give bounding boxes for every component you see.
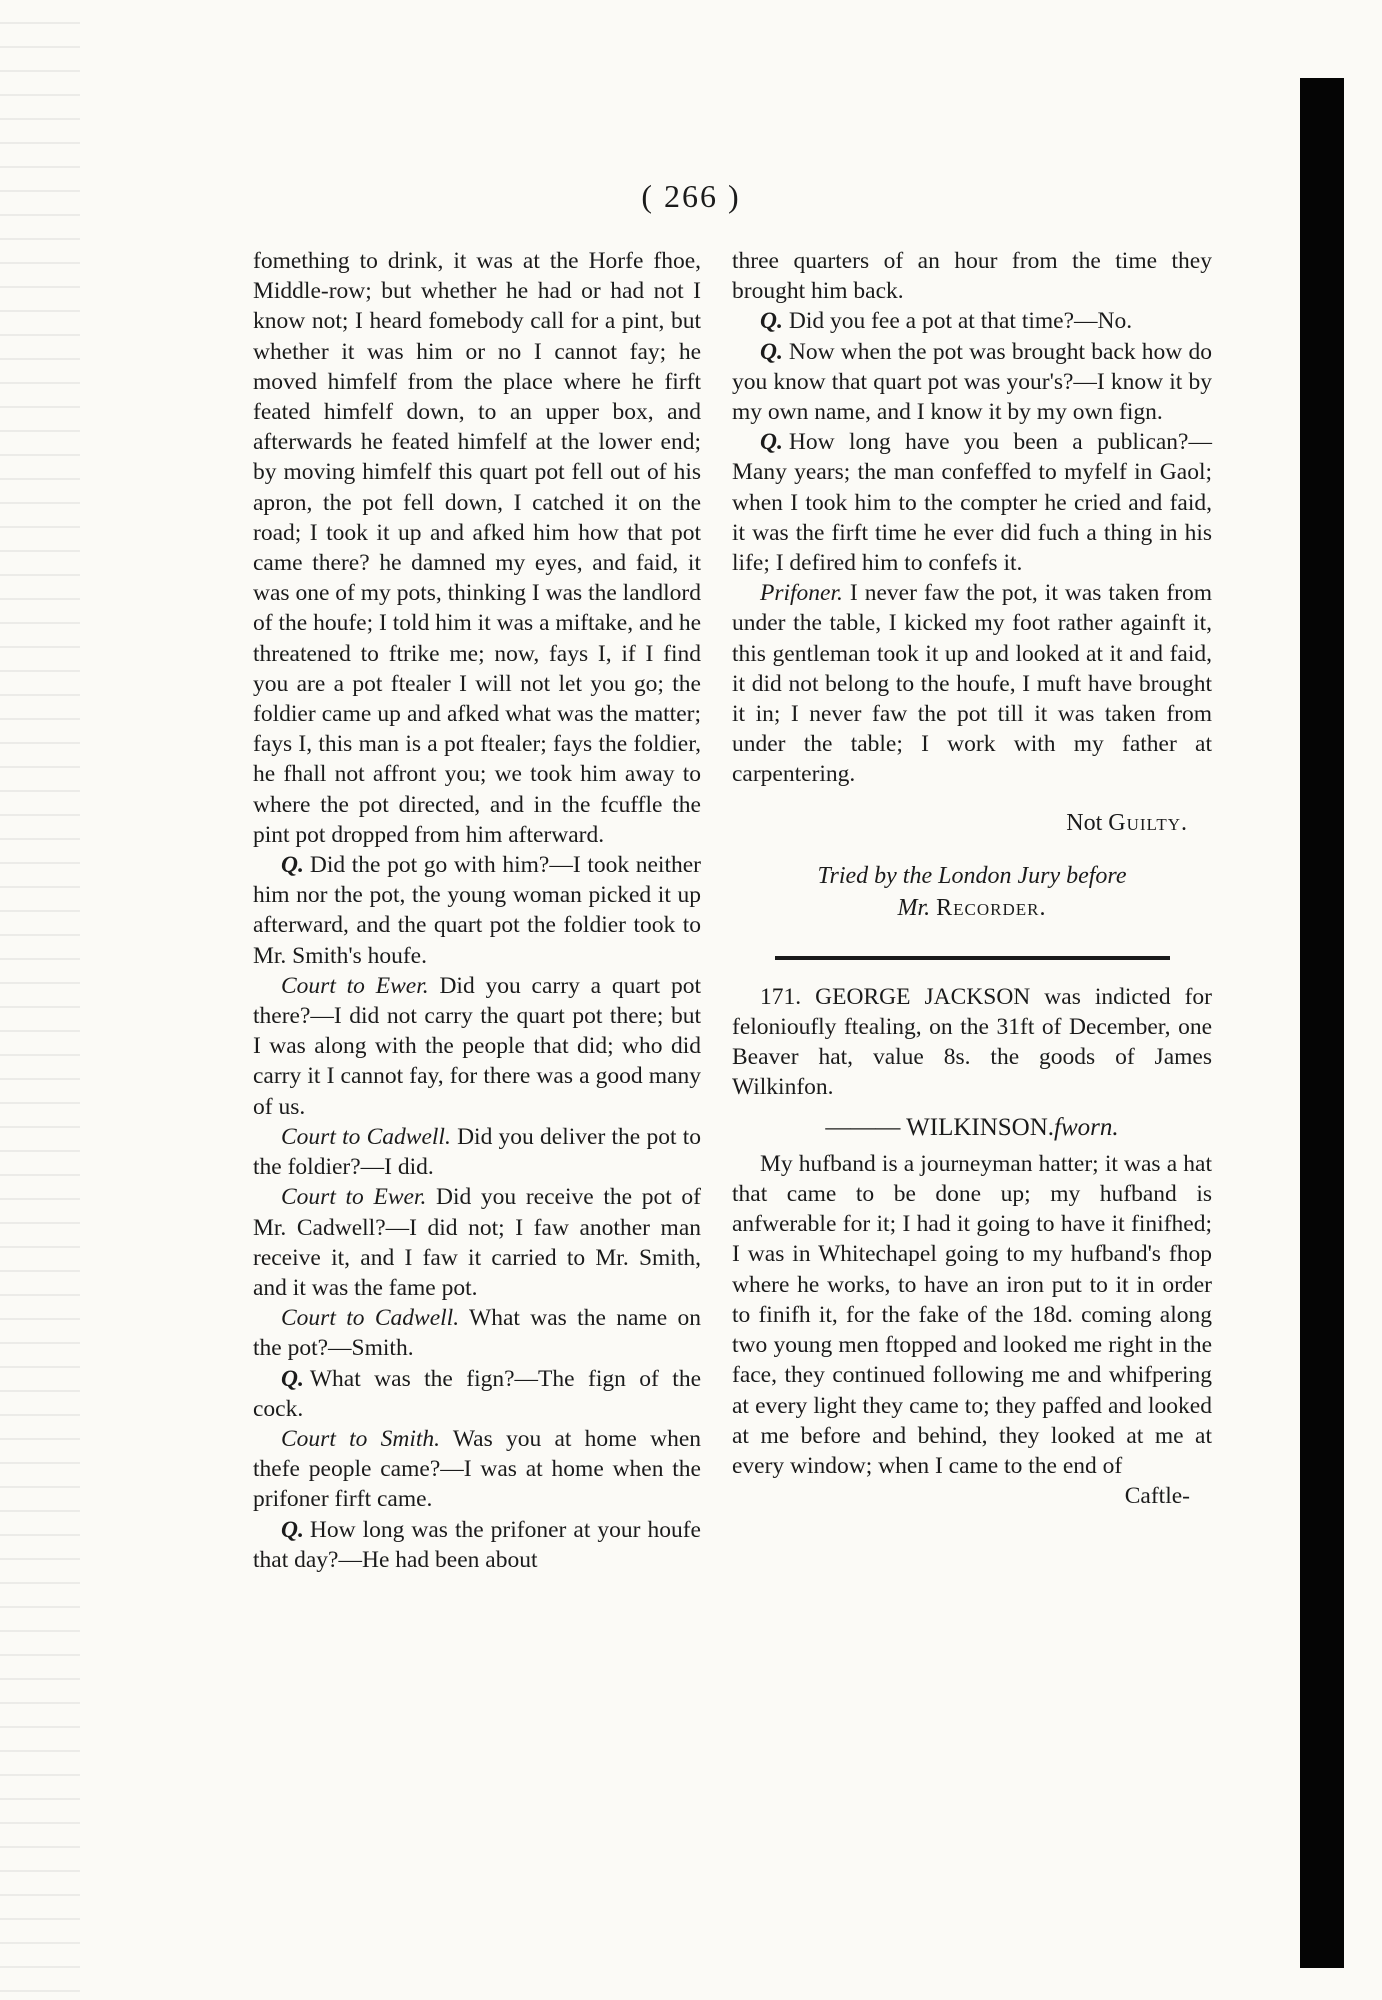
question-paragraph bbox=[253, 1364, 701, 1424]
question-paragraph bbox=[732, 427, 1212, 578]
question-mark: Q. bbox=[760, 308, 783, 335]
question-mark: Q. bbox=[281, 1365, 304, 1392]
case-number: 171. bbox=[760, 983, 802, 1010]
witness-heading bbox=[732, 1113, 1212, 1143]
question-mark: Q. bbox=[281, 852, 304, 879]
paragraph-text: Now when the pot was brought back how do you know that quart pot was your's?—I know it by my own name, and I know it by my own fign. bbox=[732, 338, 1212, 426]
testimony-paragraph: My hufband is a journeyman hatter; it was a hat that came to be done up; my hufband is anfwerable for it; I had it going to have it finifhed; I was in Whitechapel going to my hufband's fhop where he works, to have an iron put to it in order to finifh it, for the fake of the 18d. coming along two young men ftopped and looked me right in the face, they continued following me and whifpering at every light they came to; they paffed and looked at me before and behind, they looked at me at every window; when I came to the end of bbox=[732, 1150, 1212, 1479]
tried-by bbox=[732, 860, 1212, 924]
paragraph-text: What was the name on the pot?—Smith. bbox=[253, 1305, 701, 1362]
court-paragraph bbox=[253, 1122, 701, 1182]
page-number: ( 266 ) bbox=[641, 178, 741, 214]
question-paragraph bbox=[732, 306, 1212, 336]
question-paragraph bbox=[253, 850, 701, 971]
case-paragraph bbox=[732, 982, 1212, 1103]
question-mark: Q. bbox=[760, 429, 783, 456]
court-paragraph bbox=[253, 1424, 701, 1515]
verdict-word: Guilty. bbox=[1108, 809, 1188, 836]
witness-name: WILKINSON. bbox=[906, 1113, 1055, 1141]
witness-dash: ——— bbox=[825, 1113, 901, 1141]
left-column bbox=[253, 246, 701, 1575]
speaker-label: Court to Ewer. bbox=[281, 1184, 427, 1211]
witness-sworn: fworn. bbox=[1054, 1113, 1119, 1141]
question-mark: Q. bbox=[760, 338, 783, 365]
court-paragraph bbox=[253, 1303, 701, 1363]
paragraph: fomething to drink, it was at the Horfe fhoe, Middle-row; but whether he had or had not I know not; I heard fomebody call for a pint, but whether it was him or no I cannot fay; he moved himfelf from the place where he firft feated himfelf down, to an upper box, and afterwards he feated himfelf at the lower end; by moving himfelf this quart pot fell out of his apron, the pot fell down, I catched it on the road; I took it up and afked him how that pot came there? he damned my eyes, and faid, it was one of my pots, thinking I was the landlord of the houfe; I told him it was a miftake, and he threatened to ftrike me; now, fays I, if I find you are a pot ftealer I will not let you go; the foldier came up and afked what was the matter; fays I, this man is a pot ftealer; fays the foldier, he fhall not affront you; we took him away to where the pot directed, and in the fcuffle the pint pot dropped from him afterward. bbox=[253, 248, 701, 848]
speaker-label: Court to Cadwell. bbox=[281, 1123, 451, 1150]
case-text: GEORGE JACKSON was indicted for felonioufly ftealing, on the 31ft of December, one Beaver hat, value 8s. the goods of James Wilkinfon. bbox=[732, 983, 1212, 1101]
paragraph-text: How long was the prifoner at your houfe that day?—He had been about bbox=[253, 1516, 701, 1573]
question-mark: Q. bbox=[281, 1516, 304, 1543]
paragraph-text: Did you deliver the pot to the foldier?—I did. bbox=[253, 1123, 702, 1181]
paragraph-text: Did the pot go with him?—I took neither him nor the pot, the young woman picked it up afterward, and the quart pot the foldier took to Mr. Smith's houfe. bbox=[253, 852, 701, 969]
section-rule bbox=[775, 956, 1170, 960]
speaker-label: Court to Ewer. bbox=[281, 972, 429, 999]
paragraph-text: I never faw the pot, it was taken from under the table, I kicked my foot rather againft it, this gentleman took it up and looked at it and faid, it did not belong to the houfe, I muft have brought it in; I never faw the pot till it was taken from under the table; I work with my father at carpentering. bbox=[732, 580, 1213, 788]
court-paragraph bbox=[253, 971, 701, 1122]
judge-name: Recorder. bbox=[936, 894, 1047, 921]
catchword: Caftle- bbox=[1124, 1483, 1190, 1510]
paragraph-text: Did you receive the pot of Mr. Cadwell?—I did not; I faw another man receive it, and I faw it carried to Mr. Smith, and it was the fame pot. bbox=[253, 1184, 701, 1301]
right-column bbox=[732, 246, 1212, 1511]
paragraph-text: Did you carry a quart pot there?—I did not carry the quart pot there; but I was along with the people that did; who did carry it I cannot fay, for there was a good many of us. bbox=[253, 972, 701, 1120]
question-paragraph bbox=[732, 337, 1212, 428]
court-paragraph bbox=[253, 1182, 701, 1303]
paragraph-text: What was the fign?—The fign of the cock. bbox=[253, 1365, 701, 1422]
verdict-prefix: Not bbox=[1066, 809, 1109, 836]
tried-by-line: Tried by the London Jury before bbox=[817, 862, 1127, 889]
speaker-label: Court to Cadwell. bbox=[281, 1305, 460, 1332]
speaker-label: Court to Smith. bbox=[281, 1425, 441, 1452]
scan-margin bbox=[0, 0, 80, 2000]
paragraph-text: Was you at home when thefe people came?—I was at home when the prifoner firft came. bbox=[253, 1425, 701, 1513]
speaker-label: Prifoner. bbox=[760, 580, 843, 607]
paragraph-text: How long have you been a publican?—Many years; the man confeffed to myfelf in Gaol; when I took him to the compter he cried and faid, it was the firft time he ever did fuch a thing in his life; I defired him to confefs it. bbox=[732, 429, 1212, 577]
paragraph: three quarters of an hour from the time they brought him back. bbox=[732, 248, 1212, 305]
question-paragraph bbox=[253, 1515, 701, 1575]
paragraph-text: Did you fee a pot at that time?—No. bbox=[788, 308, 1133, 335]
prisoner-paragraph bbox=[732, 578, 1212, 789]
judge-title: Mr. bbox=[897, 894, 931, 921]
verdict bbox=[732, 808, 1188, 838]
binding-shadow bbox=[1300, 78, 1344, 1968]
tried-by-judge bbox=[732, 892, 1212, 924]
